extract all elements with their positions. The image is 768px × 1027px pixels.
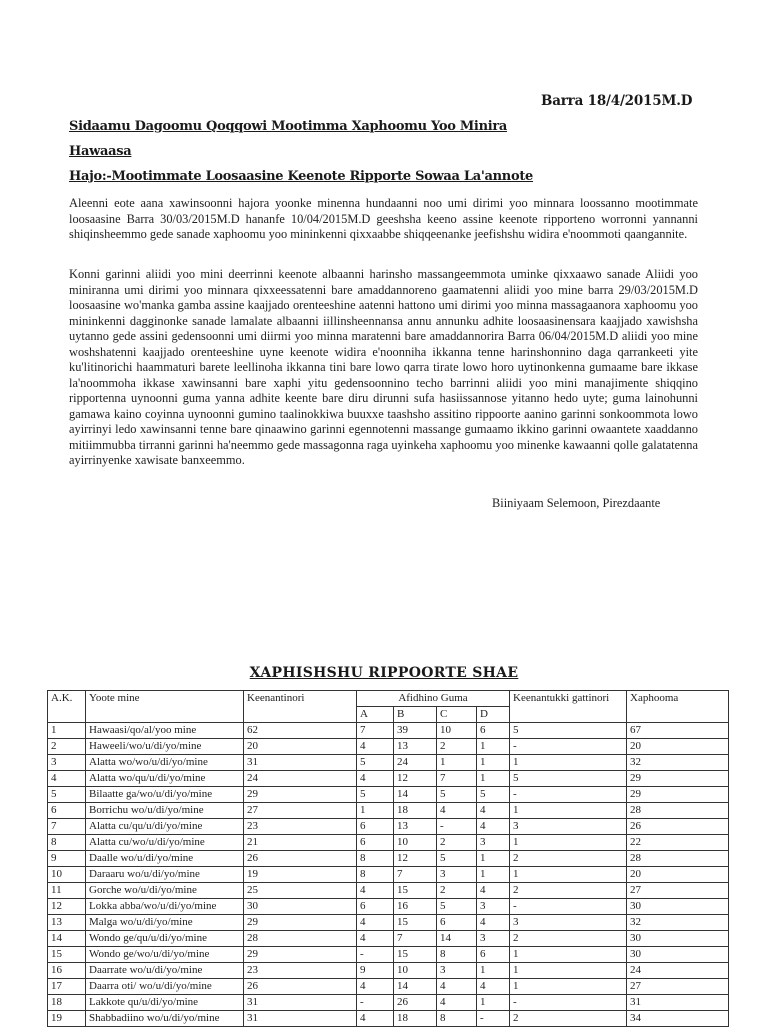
cell-c: 6 [437,915,477,931]
cell-b: 15 [394,883,437,899]
cell-b: 18 [394,1011,437,1027]
cell-d: 3 [477,835,510,851]
cell-k: 29 [244,915,357,931]
cell-a: 4 [357,931,394,947]
cell-a: 6 [357,899,394,915]
cell-name: Daraaru wo/u/di/yo/mine [86,867,244,883]
cell-name: Haweeli/wo/u/di/yo/mine [86,739,244,755]
cell-ak: 4 [48,771,86,787]
cell-x: 28 [627,803,729,819]
letter-date: Barra 18/4/2015M.D [541,93,693,109]
cell-a: 5 [357,787,394,803]
cell-c: 5 [437,851,477,867]
cell-a: 8 [357,851,394,867]
cell-d: 6 [477,947,510,963]
cell-d: 1 [477,755,510,771]
cell-ak: 15 [48,947,86,963]
cell-x: 22 [627,835,729,851]
table-row [48,851,729,867]
recipient-heading: Sidaamu Dagoomu Qoqqowi Mootimma Xaphoomu Yoo Minira [69,119,508,134]
cell-x: 34 [627,1011,729,1027]
cell-d: 1 [477,867,510,883]
cell-k: 26 [244,851,357,867]
cell-ak: 13 [48,915,86,931]
cell-b: 24 [394,755,437,771]
cell-d: 1 [477,771,510,787]
table-row [48,1011,729,1027]
cell-b: 13 [394,739,437,755]
cell-a: 8 [357,867,394,883]
cell-k: 24 [244,771,357,787]
cell-k: 29 [244,787,357,803]
table-row [48,771,729,787]
cell-ak: 18 [48,995,86,1011]
cell-b: 26 [394,995,437,1011]
cell-b: 15 [394,947,437,963]
cell-c: 14 [437,931,477,947]
cell-ak: 12 [48,899,86,915]
cell-a: 1 [357,803,394,819]
cell-x: 28 [627,851,729,867]
cell-d: 1 [477,995,510,1011]
cell-k: 26 [244,979,357,995]
cell-b: 14 [394,787,437,803]
cell-a: 6 [357,835,394,851]
cell-ak: 2 [48,739,86,755]
signature: Biiniyaam Selemoon, Pirezdaante [492,496,661,510]
cell-name: Wondo ge/wo/u/di/yo/mine [86,947,244,963]
cell-x: 27 [627,979,729,995]
cell-d: 4 [477,803,510,819]
body-paragraph-2: Konni garinni aliidi yoo mini deerrinni keenote albaanni harinsho massangeemmota uminke qixxaawo sanade Aliidi yoo miniranna umi dirimi yoo minnara qixxeessatenni bare amaddannoreno gaamatenni aliidi yoo mine barra 29/03/2015M.D loosaasine wo'manka gamba assine kaajjado orenteeshine aatenni hattono umi dirimi yoo minna massagaanora xaphoomu yoo mininkenni dagginonke sanade lamalate albaanni iillinsheennansa annu annunku adhite loosaasinensara kaajjado xawishsha uytanno gede assini gedensoonni umi diirmi yoo minna maratenni bare amaddannorira Barra 06/04/2015M.D aliidi yoo mine woshshatenni kaajjado orenteeshine uyne keenote widira e'noonniha ikkanna tenne harinshonnino daga qarrankeeti yite ku'litinorichi haammaturi barete leellinoha ikkanna tini bare lowo qarra tirate lowo horo uytinonkenna gumaame bare ikkase la'noommoha ikkase xawinsanni bare xaphi yitu gedensoonnino techo barrinni aliidi yoo mini manajimente shiqqino ripportenna uynoonni guma yanna adhite keente bare diru dirunni sufa hasiissannose yitanno hedo uyte; guma lainohunni gamawa kaino coyinna uynoonni gumino taalinokkiwa buuxxe taashsho assitino rippoorte aanino garinni sonkoommota lowo ayirrinyi ledo xawinsanni tenne bare qinaawino garinni egennotenni massange gumaamo ikkino garinni owaantete xaaddanno mitiimmubba tirranni garinni ha'neemmo gede massagonna raga uyinkeha xaphoomu yoo minenke kawaanni qolle galatatenna ayirrinyenke xawisate banxeemmo. [69,267,698,467]
cell-x: 30 [627,899,729,915]
cell-ak: 3 [48,755,86,771]
cell-a: 7 [357,723,394,739]
cell-ak: 17 [48,979,86,995]
cell-d: 5 [477,787,510,803]
cell-name: Shabbadiino wo/u/di/yo/mine [86,1011,244,1027]
cell-a: 6 [357,819,394,835]
table-row [48,787,729,803]
cell-name: Alatta cu/wo/u/di/yo/mine [86,835,244,851]
cell-c: 4 [437,979,477,995]
cell-g: 1 [510,755,627,771]
cell-ak: 8 [48,835,86,851]
header-b: B [394,707,437,723]
cell-ak: 14 [48,931,86,947]
cell-b: 10 [394,963,437,979]
cell-a: 4 [357,739,394,755]
report-title: XAPHISHSHU RIPPOORTE SHAE [249,665,519,681]
cell-ak: 6 [48,803,86,819]
header-gattinori: Keenantukki gattinori [510,691,627,723]
table-row [48,995,729,1011]
cell-d: 3 [477,899,510,915]
body-paragraph-1: Aleenni eote aana xawinsoonni hajora yoonke minenna hundaanni noo umi dirimi yoo minnara loossanno mootimmate loosaasine Barra 30/03/2015M.D hananfe 10/04/2015M.D geeshsha keeno assine keenote ripporteno worronni yannanni shiqinsheemmo gede sanade xaphoomu yoo mininkenni qixxaabbe shiqqeenanke jeefishshu widira e'noommoti qaangannite. [69,196,698,241]
cell-name: Alatta cu/qu/u/di/yo/mine [86,819,244,835]
cell-d: 4 [477,819,510,835]
cell-a: 4 [357,979,394,995]
subject-heading: Hajo:-Mootimmate Loosaasine Keenote Ripporte Sowaa La'annote [69,169,534,184]
cell-x: 32 [627,755,729,771]
cell-c: 1 [437,755,477,771]
cell-g: - [510,739,627,755]
header-keenantinori: Keenantinori [244,691,357,723]
cell-ak: 19 [48,1011,86,1027]
cell-c: 5 [437,787,477,803]
city-heading: Hawaasa [69,144,132,159]
cell-name: Lakkote qu/u/di/yo/mine [86,995,244,1011]
cell-x: 29 [627,771,729,787]
cell-name: Alatta wo/qu/u/di/yo/mine [86,771,244,787]
cell-ak: 5 [48,787,86,803]
cell-c: 8 [437,947,477,963]
cell-d: 4 [477,883,510,899]
cell-name: Daalle wo/u/di/yo/mine [86,851,244,867]
cell-k: 29 [244,947,357,963]
cell-c: 2 [437,835,477,851]
report-table [47,690,729,1027]
cell-k: 28 [244,931,357,947]
cell-d: - [477,1011,510,1027]
cell-ak: 7 [48,819,86,835]
cell-g: 1 [510,979,627,995]
cell-g: - [510,787,627,803]
cell-g: 3 [510,819,627,835]
cell-a: - [357,995,394,1011]
cell-k: 23 [244,819,357,835]
table-row [48,883,729,899]
cell-name: Wondo ge/qu/u/di/yo/mine [86,931,244,947]
table-header-row [48,691,729,707]
cell-k: 27 [244,803,357,819]
table-row [48,723,729,739]
cell-b: 18 [394,803,437,819]
cell-d: 4 [477,915,510,931]
cell-d: 1 [477,739,510,755]
cell-b: 16 [394,899,437,915]
table-row [48,979,729,995]
cell-a: 5 [357,755,394,771]
cell-name: Daarra oti/ wo/u/di/yo/mine [86,979,244,995]
cell-x: 31 [627,995,729,1011]
cell-name: Gorche wo/u/di/yo/mine [86,883,244,899]
cell-ak: 16 [48,963,86,979]
cell-x: 32 [627,915,729,931]
cell-a: 9 [357,963,394,979]
cell-ak: 11 [48,883,86,899]
cell-c: 2 [437,883,477,899]
cell-k: 20 [244,739,357,755]
cell-g: 2 [510,883,627,899]
cell-x: 20 [627,739,729,755]
cell-ak: 10 [48,867,86,883]
cell-c: 7 [437,771,477,787]
cell-g: 1 [510,947,627,963]
cell-g: 5 [510,771,627,787]
header-afidhino-guma: Afidhino Guma [357,691,510,707]
table-row [48,899,729,915]
cell-a: - [357,947,394,963]
cell-x: 29 [627,787,729,803]
cell-b: 15 [394,915,437,931]
cell-g: 5 [510,723,627,739]
cell-b: 12 [394,771,437,787]
header-c: C [437,707,477,723]
cell-name: Bilaatte ga/wo/u/di/yo/mine [86,787,244,803]
cell-c: 8 [437,1011,477,1027]
cell-name: Borrichu wo/u/di/yo/mine [86,803,244,819]
table-row [48,755,729,771]
cell-b: 12 [394,851,437,867]
table-row [48,915,729,931]
table-row [48,819,729,835]
cell-g: 1 [510,867,627,883]
header-a: A [357,707,394,723]
cell-k: 31 [244,995,357,1011]
cell-d: 3 [477,931,510,947]
cell-name: Daarrate wo/u/di/yo/mine [86,963,244,979]
cell-x: 27 [627,883,729,899]
cell-k: 19 [244,867,357,883]
cell-a: 4 [357,771,394,787]
cell-x: 24 [627,963,729,979]
cell-x: 20 [627,867,729,883]
cell-c: - [437,819,477,835]
cell-k: 30 [244,899,357,915]
cell-x: 26 [627,819,729,835]
cell-g: 1 [510,963,627,979]
header-name: Yoote mine [86,691,244,723]
cell-ak: 9 [48,851,86,867]
cell-name: Lokka abba/wo/u/di/yo/mine [86,899,244,915]
cell-x: 30 [627,947,729,963]
cell-k: 62 [244,723,357,739]
cell-d: 4 [477,979,510,995]
cell-c: 10 [437,723,477,739]
cell-c: 4 [437,803,477,819]
cell-b: 7 [394,931,437,947]
cell-name: Hawaasi/qo/al/yoo mine [86,723,244,739]
cell-k: 21 [244,835,357,851]
table-row [48,867,729,883]
cell-g: 2 [510,851,627,867]
cell-b: 7 [394,867,437,883]
cell-c: 4 [437,995,477,1011]
cell-b: 13 [394,819,437,835]
cell-c: 3 [437,963,477,979]
table-row [48,739,729,755]
cell-d: 6 [477,723,510,739]
cell-name: Malga wo/u/di/yo/mine [86,915,244,931]
cell-b: 10 [394,835,437,851]
cell-g: 1 [510,803,627,819]
cell-g: 2 [510,931,627,947]
cell-g: - [510,899,627,915]
table-row [48,803,729,819]
cell-k: 31 [244,1011,357,1027]
cell-c: 2 [437,739,477,755]
cell-d: 1 [477,851,510,867]
cell-ak: 1 [48,723,86,739]
cell-c: 3 [437,867,477,883]
header-d: D [477,707,510,723]
cell-x: 67 [627,723,729,739]
cell-a: 4 [357,915,394,931]
table-row [48,931,729,947]
cell-g: 2 [510,1011,627,1027]
table-row [48,835,729,851]
table-row [48,963,729,979]
cell-k: 23 [244,963,357,979]
cell-d: 1 [477,963,510,979]
table-row [48,947,729,963]
cell-k: 25 [244,883,357,899]
header-ak: A.K. [48,691,86,723]
cell-g: 3 [510,915,627,931]
cell-k: 31 [244,755,357,771]
header-xaphooma: Xaphooma [627,691,729,723]
cell-x: 30 [627,931,729,947]
cell-c: 5 [437,899,477,915]
cell-g: - [510,995,627,1011]
cell-b: 14 [394,979,437,995]
cell-a: 4 [357,1011,394,1027]
cell-b: 39 [394,723,437,739]
cell-name: Alatta wo/wo/u/di/yo/mine [86,755,244,771]
cell-a: 4 [357,883,394,899]
cell-g: 1 [510,835,627,851]
